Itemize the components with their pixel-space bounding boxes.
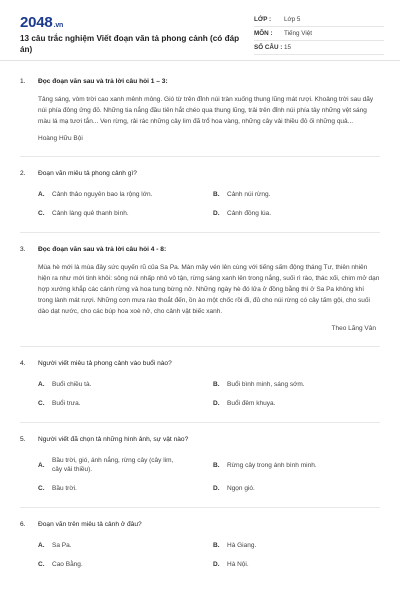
divider xyxy=(20,507,380,508)
option-text: Cảnh thảo nguyên bao la rộng lớn. xyxy=(52,191,153,198)
meta-row-subject xyxy=(254,27,384,41)
question-text: Người viết miêu tả phong cảnh vào buổi nào? xyxy=(38,360,172,367)
option-letter: C. xyxy=(38,485,45,492)
option-text: Hà Giang. xyxy=(227,542,257,549)
question-1 xyxy=(20,77,380,142)
question-number: 4. xyxy=(20,360,26,367)
answer-options xyxy=(38,541,380,569)
option-text: Buổi chiều tà. xyxy=(52,381,92,388)
option-letter: B. xyxy=(213,542,220,549)
question-number: 3. xyxy=(20,246,26,253)
meta-value: 15 xyxy=(284,44,292,51)
option-letter: A. xyxy=(38,381,45,388)
option-letter: C. xyxy=(38,561,45,568)
option-b[interactable] xyxy=(213,456,380,474)
divider xyxy=(20,346,380,347)
question-3 xyxy=(20,245,380,332)
passage-text: Tảng sáng, vòm trời cao xanh mênh mông. Gió từ trên đỉnh núi tràn xuống thung lũng mát rượi. Khoảng trời sau dãy núi phía đông ửng đỏ. Những tia nắng đầu tiên hắt chéo qua thung lũng, trải trên đỉnh núi phía tây những vệt sáng màu lá mạ tươi tắn... Ven rừng, rải rác những cây lim đã trổ hoa vàng, những cây vải thiều đỏ ối những quả... xyxy=(38,96,374,125)
question-text: Người viết đã chọn tả những hình ảnh, sự vật nào? xyxy=(38,436,189,443)
logo-main: 2048 xyxy=(20,14,53,31)
passage-author: Hoàng Hữu Bội xyxy=(38,135,83,142)
option-letter: B. xyxy=(213,191,220,198)
worksheet-title: 13 câu trắc nghiệm Viết đoạn văn tả phong cảnh (có đáp án) xyxy=(20,34,240,54)
question-number: 1. xyxy=(20,78,26,85)
divider xyxy=(20,232,380,233)
meta-row-class xyxy=(254,13,384,27)
option-letter: A. xyxy=(38,191,45,198)
option-d[interactable] xyxy=(213,484,380,493)
option-b[interactable] xyxy=(213,541,380,550)
option-text: Bầu trời. xyxy=(52,485,77,492)
passage-text: Mùa hè mới là mùa đây sức quyến rũ của Sa Pa. Màn mây vén lên cùng với tiếng sấm động tháng Tư, thiên nhiên hiện ra như mới tinh khôi: sông núi nhấp nhô vô tận, rừng sáng xanh lên trong nắng, suối rì rào, thác xối, chim mở dạn hợp xướng khắp các cánh rừng và hoa tung bừng nở. Những ngày hè đó lửa ở đồng bằng thì ở Sa Pa không khí trong lành mát rượi. Những cơn mưa rào thoắt đến, ồn ào một chốc rồi đi, đủ cho núi rừng có cây tấm gội, cho suối dào dạt nước, cho các búp hoa xoè nở, cho cảnh vật biếc xanh. xyxy=(38,264,380,315)
option-text: Rừng cây trong ánh bình minh. xyxy=(227,461,317,469)
option-text: Ngọn gió. xyxy=(227,485,255,492)
question-4 xyxy=(20,359,380,408)
option-a[interactable] xyxy=(38,456,205,474)
question-number: 6. xyxy=(20,521,26,528)
question-number: 2. xyxy=(20,170,26,177)
option-c[interactable] xyxy=(38,560,205,569)
question-5 xyxy=(20,435,380,493)
option-b[interactable] xyxy=(213,190,380,199)
option-a[interactable] xyxy=(38,190,205,199)
option-text: Sa Pa. xyxy=(52,542,72,549)
divider xyxy=(20,422,380,423)
divider xyxy=(20,156,380,157)
meta-row-count xyxy=(254,41,384,55)
meta-key: MÔN : xyxy=(254,30,273,37)
option-text: Bầu trời, gió, ánh nắng, rừng cây (cây lim, cây vải thiều). xyxy=(52,457,174,473)
option-d[interactable] xyxy=(213,209,380,218)
worksheet-content xyxy=(0,61,400,569)
option-text: Buổi trưa. xyxy=(52,400,81,407)
answer-options xyxy=(38,380,380,408)
question-text: Đọc đoạn văn sau và trả lời câu hỏi 4 - 8: xyxy=(38,246,167,253)
question-text: Đoạn văn miêu tả phong cảnh gì? xyxy=(38,170,137,177)
option-letter: C. xyxy=(38,400,45,407)
answer-options xyxy=(38,190,380,218)
option-letter: C. xyxy=(38,210,45,217)
reading-passage xyxy=(38,94,380,127)
option-text: Buổi bình minh, sáng sớm. xyxy=(227,381,305,388)
option-letter: A. xyxy=(38,461,45,469)
option-letter: D. xyxy=(213,485,220,492)
option-text: Hà Nội. xyxy=(227,561,249,568)
option-d[interactable] xyxy=(213,560,380,569)
meta-key: SỐ CÂU : xyxy=(254,44,283,51)
meta-key: LỚP : xyxy=(254,16,272,23)
reading-passage xyxy=(38,262,380,317)
option-text: Cao Bằng. xyxy=(52,561,83,568)
option-c[interactable] xyxy=(38,484,205,493)
site-logo[interactable] xyxy=(20,14,63,31)
option-text: Buổi đêm khuya. xyxy=(227,400,276,407)
meta-value: Lớp 5 xyxy=(284,16,301,23)
option-text: Cảnh đồng lúa. xyxy=(227,210,272,217)
option-letter: D. xyxy=(213,210,220,217)
option-letter: A. xyxy=(38,542,45,549)
question-2 xyxy=(20,169,380,218)
worksheet-header xyxy=(0,0,400,61)
worksheet-meta xyxy=(254,13,384,55)
question-number: 5. xyxy=(20,436,26,443)
option-d[interactable] xyxy=(213,399,380,408)
option-c[interactable] xyxy=(38,209,205,218)
option-a[interactable] xyxy=(38,380,205,389)
option-c[interactable] xyxy=(38,399,205,408)
passage-author: Theo Lãng Vân xyxy=(331,325,376,332)
option-text: Cảnh núi rừng. xyxy=(227,191,271,198)
option-text: Cảnh làng quê thanh bình. xyxy=(52,210,129,217)
option-letter: D. xyxy=(213,561,220,568)
question-6 xyxy=(20,520,380,569)
question-text: Đoạn văn trên miêu tả cảnh ở đâu? xyxy=(38,521,142,528)
option-letter: D. xyxy=(213,400,220,407)
option-letter: B. xyxy=(213,381,220,388)
option-b[interactable] xyxy=(213,380,380,389)
logo-suffix: .vn xyxy=(53,22,64,29)
question-text: Đọc đoạn văn sau và trả lời câu hỏi 1 – 3: xyxy=(38,78,168,85)
option-a[interactable] xyxy=(38,541,205,550)
answer-options xyxy=(38,456,380,493)
meta-value: Tiếng Việt xyxy=(284,30,313,37)
option-letter: B. xyxy=(213,461,220,469)
